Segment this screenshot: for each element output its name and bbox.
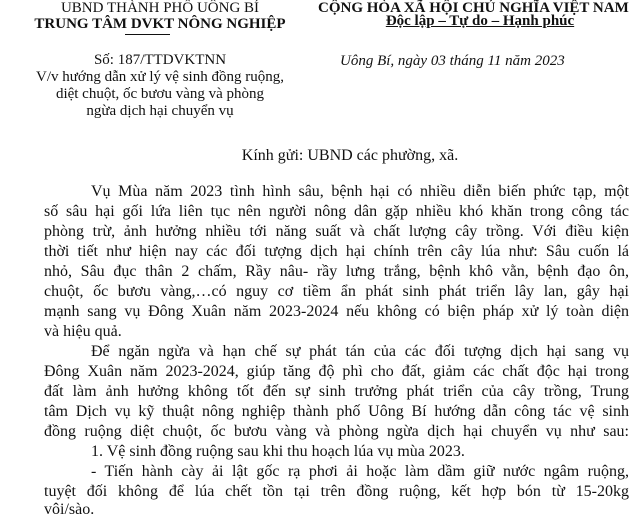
body-line: chuột, ốc bươu vàng,…có nguy cơ tiềm ẩn phát sinh phát triển lây lan, gây hại xyxy=(44,283,629,300)
body-line: đồng ruộng diệt chuột, ốc bươu vàng và phòng ngừa dịch hại chuyển vụ như sau: xyxy=(44,423,629,440)
body-line: Đông Xuân năm 2023-2024, giúp tăng độ phì cho đất, giảm các chất độc hại trong xyxy=(44,363,629,380)
body-line: số sâu hại gối lứa liên tục nên người nông dân gặp nhiều khó khăn trong công tác xyxy=(44,203,629,220)
motto-text: Độc lập – Tự do – Hạnh phúc xyxy=(385,13,575,29)
body-line: phòng trừ, ảnh hưởng nhiều tới năng suất và chất lượng cây trồng. Với điều kiện xyxy=(44,223,629,240)
issuing-authority: UBND THÀNH PHỐ UÔNG BÍ xyxy=(60,0,260,16)
body-line: Để ngăn ngừa và hạn chế sự phát tán của các đối tượng dịch hại sang vụ xyxy=(91,343,629,360)
subject-line: V/v hướng dẫn xử lý vệ sinh đồng ruộng, xyxy=(36,69,284,85)
place-and-date: Uông Bí, ngày 03 tháng 11 năm 2023 xyxy=(340,53,565,69)
body-line: Vụ Mùa năm 2023 tình hình sâu, bệnh hại có nhiều diễn biến phức tạp, một xyxy=(91,183,629,200)
body-line: mạnh sang vụ Đông Xuân năm 2023-2024 nếu không có biện pháp xử lý toàn diện xyxy=(44,303,629,320)
body-line: thời tiết như hiện nay các đối tượng dịch hại chính trên cây lúa như: Sâu cuốn lá xyxy=(44,243,629,260)
subject-line: ngừa dịch hại chuyển vụ xyxy=(86,103,234,119)
body-line: đất làm ảnh hưởng không tốt đến sự sinh trưởng phát triển của cây trồng, Trung xyxy=(44,383,629,400)
recipient-line: Kính gửi: UBND các phường, xã. xyxy=(241,147,459,164)
body-line: - Tiến hành cày ải lật gốc rạ phơi ải hoặc làm dầm giữ nước ngâm ruộng, xyxy=(91,463,629,480)
section-heading: 1. Vệ sinh đồng ruộng sau khi thu hoạch lúa vụ mùa 2023. xyxy=(91,443,465,460)
national-title: CỘNG HÒA XÃ HỘI CHỦ NGHĨA VIỆT NAM xyxy=(318,0,629,16)
national-motto xyxy=(320,13,640,30)
body-line: vôi/sào. xyxy=(44,501,95,518)
subject-line: diệt chuột, ốc bươu vàng và phòng xyxy=(55,86,265,102)
body-line: tâm Dịch vụ kỹ thuật nông nghiệp thành phố Uông Bí hướng dẫn công tác vệ sinh xyxy=(44,403,629,420)
body-line: nhỏ, Sâu đục thân 2 chấm, Rầy nâu- rầy lưng trắng, bệnh khô vằn, bệnh đạo ôn, xyxy=(44,263,629,280)
body-line: và hiệu quả. xyxy=(44,323,122,340)
body-line: tuyệt đối không để lúa chết tồn tại trên đồng ruộng, kết hợp bón từ 15-20kg xyxy=(44,483,629,500)
issuing-agency: TRUNG TÂM DVKT NÔNG NGHIỆP xyxy=(34,16,286,32)
header-left-divider xyxy=(125,34,170,35)
document-number: Số: 187/TTDVKTNN xyxy=(93,52,227,68)
